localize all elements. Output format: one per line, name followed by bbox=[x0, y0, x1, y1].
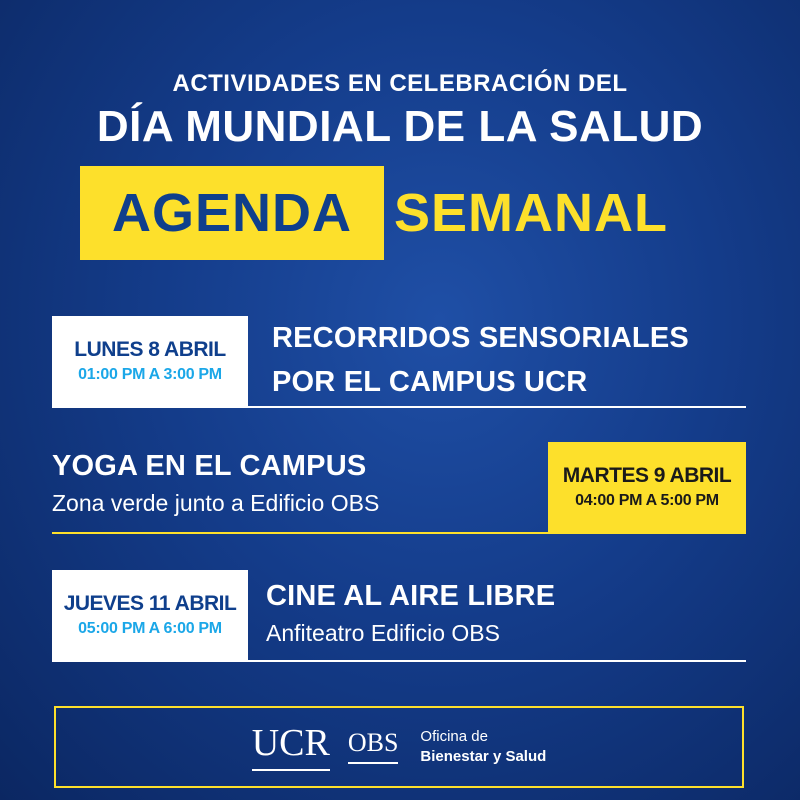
event-2-divider bbox=[52, 532, 746, 534]
event-2-time: 04:00 PM A 5:00 PM bbox=[575, 492, 719, 509]
event-3-title: CINE AL AIRE LIBRE bbox=[266, 580, 556, 612]
event-3-time: 05:00 PM A 6:00 PM bbox=[78, 620, 222, 637]
event-1-time: 01:00 PM A 3:00 PM bbox=[78, 366, 222, 383]
agenda-badge bbox=[80, 166, 384, 260]
agenda-label: AGENDA bbox=[111, 183, 352, 243]
event-2-title: YOGA EN EL CAMPUS bbox=[52, 450, 367, 482]
event-2-date-box bbox=[548, 442, 746, 532]
event-1-title-line2: POR EL CAMPUS UCR bbox=[272, 366, 588, 398]
event-2-location: Zona verde junto a Edificio OBS bbox=[52, 490, 380, 516]
page-title: DÍA MUNDIAL DE LA SALUD bbox=[96, 102, 704, 151]
event-3-divider bbox=[52, 660, 746, 662]
event-1-title-line1: RECORRIDOS SENSORIALES bbox=[272, 322, 689, 354]
event-3-location: Anfiteatro Edificio OBS bbox=[266, 620, 500, 646]
office-name bbox=[420, 727, 546, 767]
footer-logos bbox=[54, 706, 744, 788]
semanal-label: SEMANAL bbox=[394, 183, 668, 243]
event-1-divider bbox=[52, 406, 746, 408]
office-line2: Bienestar y Salud bbox=[420, 748, 547, 765]
ucr-logo: UCR bbox=[252, 721, 330, 773]
event-2-day: MARTES 9 ABRIL bbox=[562, 464, 732, 487]
header-kicker: ACTIVIDADES EN CELEBRACIÓN DEL bbox=[172, 70, 628, 97]
event-1-date-box bbox=[52, 316, 248, 406]
office-line1: Oficina de bbox=[420, 728, 488, 745]
event-3-day: JUEVES 11 ABRIL bbox=[63, 592, 237, 615]
event-1-day: LUNES 8 ABRIL bbox=[74, 338, 226, 361]
obs-logo: OBS bbox=[348, 728, 399, 766]
event-3-date-box bbox=[52, 570, 248, 660]
